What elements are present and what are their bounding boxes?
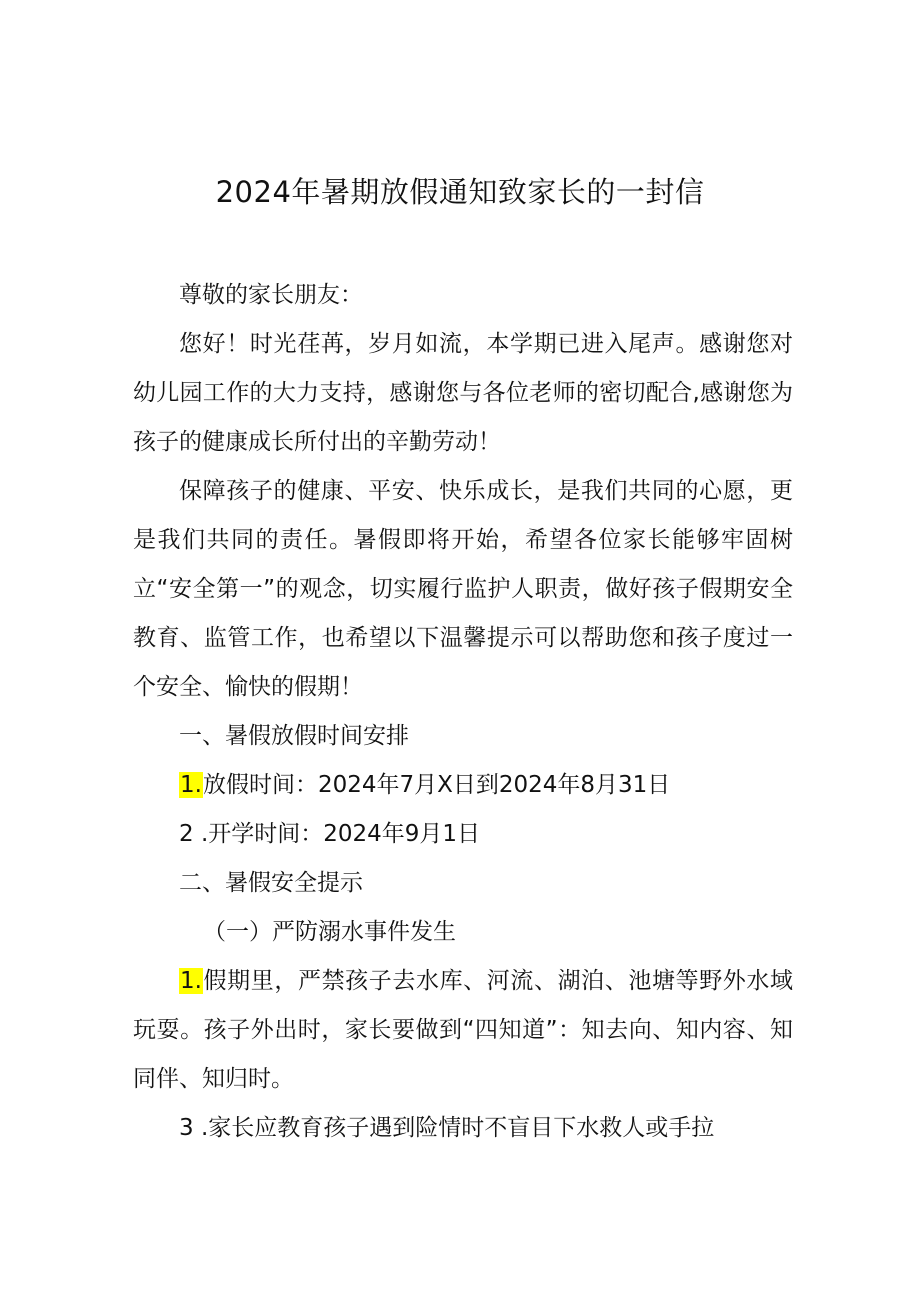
document-title: 2024年暑期放假通知致家长的一封信 xyxy=(215,175,705,209)
section-2-heading: 二、暑假安全提示 xyxy=(179,870,363,896)
highlighted-list-number: 1. xyxy=(180,772,202,798)
greeting: 尊敬的家长朋友： xyxy=(179,282,363,308)
highlighted-list-number: 1. xyxy=(180,968,202,994)
paragraph-thanks: 您好！时光荏苒，岁月如流，本学期已进入尾声。感谢您对幼儿园工作的大力支持，感谢您与各位老师的密切配合,感谢您为孩子的健康成长所付出的辛勤劳动！ xyxy=(133,331,793,455)
list-item-number: 2 xyxy=(179,821,194,847)
list-item-text: 假期里，严禁孩子去水库、河流、湖泊、池塘等野外水域玩耍。孩子外出时，家长要做到“四知道”：知去向、知内容、知同伴、知归时。 xyxy=(133,968,793,1092)
list-item-rescue-guidance xyxy=(133,1104,793,1153)
letter-body xyxy=(133,271,793,1153)
list-item-text: 放假时间：2024年7月X日到2024年8月31日 xyxy=(202,772,671,798)
list-item-no-wild-water xyxy=(133,957,793,1104)
list-item-number: 3 xyxy=(179,1115,194,1141)
subsection-drowning-prevention: （一）严防溺水事件发生 xyxy=(203,919,456,945)
list-item-vacation-time xyxy=(133,761,793,810)
list-item-text: .家长应教育孩子遇到险情时不盲目下水救人或手拉 xyxy=(200,1115,715,1141)
list-item-text: .开学时间：2024年9月1日 xyxy=(200,821,481,847)
section-1-heading: 一、暑假放假时间安排 xyxy=(179,723,409,749)
paragraph-safety-responsibility: 保障孩子的健康、平安、快乐成长，是我们共同的心愿，更是我们共同的责任。暑假即将开始，希望各位家长能够牢固树立“安全第一”的观念，切实履行监护人职责，做好孩子假期安全教育、监管工作，也希望以下温馨提示可以帮助您和孩子度过一个安全、愉快的假期！ xyxy=(133,478,793,700)
list-item-school-start xyxy=(133,810,793,859)
